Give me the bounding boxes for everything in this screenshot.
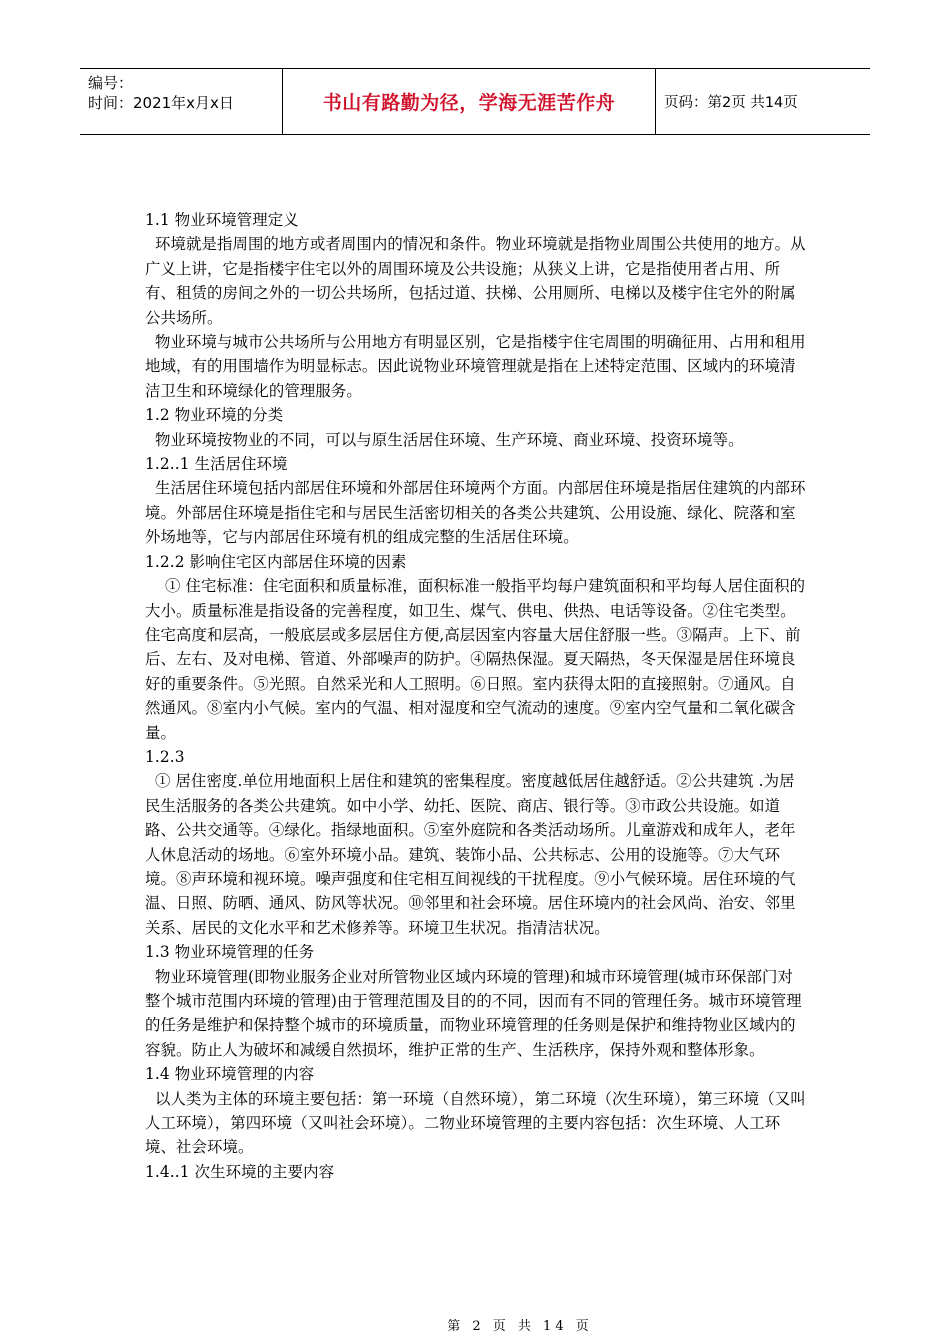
paragraph: 环境就是指周围的地方或者周围内的情况和条件。物业环境就是指物业周围公共使用的地方。从广义上讲，它是指楼宇住宅以外的周围环境及公共设施；从狭义上讲，它是指使用者占用、所有、租赁的房间之外的一切公共场所，包括过道、扶梯、公用厕所、电梯以及楼宇住宅外的附属公共场所。 — [145, 235, 806, 327]
paragraph: ① 居住密度.单位用地面积上居住和建筑的密集程度。密度越低居住越舒适。②公共建筑 .为居民生活服务的各类公共建筑。如中小学、幼托、医院、商店、银行等。③市政公共设施。如道路、公共交通等。④绿化。指绿地面积。⑤室外庭院和各类活动场所。儿童游戏和成年人，老年人休息活动的场地。⑥室外环境小品。建筑、装饰小品、公共标志、公用的设施等。⑦大气环境。⑧声环境和视环境。噪声强度和住宅相互间视线的干扰程度。⑨小气候环境。居住环境的气温、日照、防晒、通风、防风等状况。⑩邻里和社会环境。居住环境内的社会风尚、治安、邻里关系、居民的文化水平和艺术修养等。环境卫生状况。指清洁状况。 — [145, 772, 796, 937]
section-heading-1-4-1: 1.4..1 次生环境的主要内容 — [145, 1162, 335, 1181]
section-heading-1-2-1: 1.2..1 生活居住环境 — [145, 455, 288, 474]
section-heading-1-2: 1.2 物业环境的分类 — [145, 406, 284, 425]
paragraph: 以人类为主体的环境主要包括：第一环境（自然环境），第二环境（次生环境），第三环境（又叫人工环境），第四环境（又叫社会环境）。二物业环境管理的主要内容包括：次生环境、人工环境、社会环境。 — [145, 1089, 806, 1157]
paragraph: 生活居住环境包括内部居住环境和外部居住环境两个方面。内部居住环境是指居住建筑的内部环境。外部居住环境是指住宅和与居民生活密切相关的各类公共建筑、公用设施、绿化、院落和室外场地等，它与内部居住环境有机的组成完整的生活居住环境。 — [145, 479, 806, 547]
header-meta — [80, 69, 283, 134]
section-heading-1-1: 1.1 物业环境管理定义 — [145, 211, 299, 229]
page-header — [80, 68, 870, 135]
section-heading-1-2-3: 1.2.3 — [145, 747, 185, 766]
section-heading-1-4: 1.4 物业环境管理的内容 — [145, 1065, 315, 1084]
paragraph: 物业环境管理(即物业服务企业对所管物业区域内环境的管理)和城市环境管理(城市环保部门对整个城市范围内环境的管理)由于管理范围及目的的不同，因而有不同的管理任务。城市环境管理的任务是维护和保持整个城市的环境质量，而物业环境管理的任务则是保护和维持物业区域内的容貌。防止人为破坏和减缓自然损坏，维护正常的生产、生活秩序，保持外观和整体形象。 — [145, 967, 802, 1059]
header-motto: 书山有路勤为径，学海无涯苦作舟 — [283, 69, 656, 134]
page-footer: 第 2 页 共 14 页 — [447, 1319, 593, 1334]
header-page-info: 页码：第2页 共14页 — [664, 95, 798, 111]
paragraph: 物业环境与城市公共场所与公用地方有明显区别，它是指楼宇住宅周围的明确征用、占用和租用地域，有的用围墙作为明显标志。因此说物业环境管理就是指在上述特定范围、区域内的环境清洁卫生和环境绿化的管理服务。 — [145, 333, 806, 400]
document-number-label: 编号： — [88, 74, 134, 92]
section-heading-1-3: 1.3 物业环境管理的任务 — [145, 943, 315, 962]
section-heading-1-2-2: 1.2.2 影响住宅区内部居住环境的因素 — [145, 552, 407, 571]
document-date-label: 时间：2021年x月x日 — [88, 94, 234, 112]
document-body — [145, 208, 807, 1184]
paragraph: 物业环境按物业的不同，可以与原生活居住环境、生产环境、商业环境、投资环境等。 — [145, 430, 744, 449]
paragraph: ① 住宅标准：住宅面积和质量标准，面积标准一般指平均每户建筑面积和平均每人居住面积的大小。质量标准是指设备的完善程度，如卫生、煤气、供电、供热、电话等设备。②住宅类型。住宅高度和层高，一般底层或多层居住方便,高层因室内容量大居住舒服一些。③隔声。上下、前后、左右、及对电梯、管道、外部噪声的防护。④隔热保湿。夏天隔热，冬天保湿是居住环境良好的重要条件。⑤光照。自然采光和人工照明。⑥日照。室内获得太阳的直接照射。⑦通风。自然通风。⑧室内小气候。室内的气温、相对湿度和空气流动的速度。⑨室内空气量和二氧化碳含量。 — [145, 577, 806, 742]
